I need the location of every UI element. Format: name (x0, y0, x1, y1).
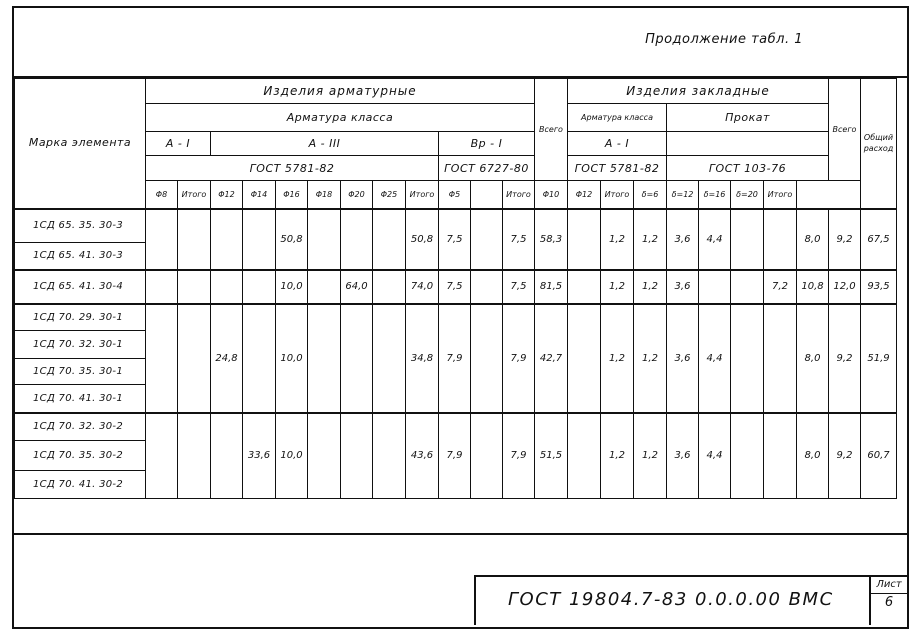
subheader-cell: Итого (601, 181, 634, 209)
value-cell (764, 209, 797, 270)
class-a1-header: A - I (146, 132, 211, 156)
subheader-cell: δ=16 (699, 181, 731, 209)
value-cell (308, 304, 341, 413)
value-cell: 12,0 (829, 270, 861, 304)
value-cell: 42,7 (535, 304, 568, 413)
element-mark: 1СД 70. 32. 30-2 (15, 413, 146, 441)
class-a1-emb-header: A - I (568, 132, 667, 156)
value-cell (146, 304, 178, 413)
value-cell: 7,9 (439, 413, 471, 499)
armature-class-header: Арматура класса (146, 104, 535, 132)
value-cell (308, 413, 341, 499)
value-cell: 4,4 (699, 209, 731, 270)
value-cell (471, 413, 503, 499)
value-cell: 7,9 (503, 304, 535, 413)
value-cell (341, 304, 373, 413)
value-cell (341, 413, 373, 499)
value-cell (373, 270, 406, 304)
value-cell (146, 270, 178, 304)
value-cell (568, 209, 601, 270)
embedded-products-header: Изделия закладные (568, 79, 829, 104)
value-cell (731, 209, 764, 270)
value-cell (146, 413, 178, 499)
subheader-cell: Φ5 (439, 181, 471, 209)
subheader-cell: Φ12 (568, 181, 601, 209)
value-cell (764, 413, 797, 499)
value-cell: 43,6 (406, 413, 439, 499)
value-cell (243, 270, 276, 304)
value-cell (373, 209, 406, 270)
value-cell: 7,5 (439, 270, 471, 304)
value-cell (146, 209, 178, 270)
element-mark: 1СД 65. 41. 30-4 (15, 270, 146, 304)
value-cell: 81,5 (535, 270, 568, 304)
class-bp1-header: Bp - I (439, 132, 535, 156)
gost-103-header: ГОСТ 103-76 (667, 156, 829, 181)
total-header: Всего (535, 79, 568, 181)
subheader-cell: Φ8 (146, 181, 178, 209)
value-cell (568, 270, 601, 304)
subheader-cell: Φ25 (373, 181, 406, 209)
subheader-cell: Φ20 (341, 181, 373, 209)
table-row (15, 209, 897, 243)
title-block (474, 575, 907, 625)
value-cell: 3,6 (667, 270, 699, 304)
value-cell (731, 413, 764, 499)
value-cell: 7,5 (503, 270, 535, 304)
value-cell: 1,2 (601, 270, 634, 304)
value-cell: 1,2 (601, 209, 634, 270)
table-row (15, 304, 897, 331)
armature-products-header: Изделия арматурные (146, 79, 535, 104)
value-cell (178, 270, 211, 304)
value-cell (471, 270, 503, 304)
value-cell: 9,2 (829, 413, 861, 499)
subheader-cell: Итого (406, 181, 439, 209)
mark-header: Марка элемента (15, 79, 146, 209)
total-emb-header: Всего (829, 79, 861, 181)
subheader-cell: δ=12 (667, 181, 699, 209)
grand-total-header: Общий расход (861, 79, 897, 209)
value-cell: 1,2 (634, 304, 667, 413)
value-cell (178, 304, 211, 413)
value-cell: 1,2 (601, 413, 634, 499)
sheet-number: 6 (884, 595, 894, 610)
value-cell: 51,9 (861, 304, 897, 413)
value-cell (373, 304, 406, 413)
value-cell: 58,3 (535, 209, 568, 270)
value-cell (731, 270, 764, 304)
value-cell: 8,0 (797, 209, 829, 270)
value-cell: 67,5 (861, 209, 897, 270)
table-caption: Продолжение табл. 1 (645, 32, 803, 47)
value-cell (211, 270, 243, 304)
value-cell: 7,2 (764, 270, 797, 304)
value-cell (243, 304, 276, 413)
subheader-cell: Φ18 (308, 181, 341, 209)
table-row (15, 270, 897, 304)
value-cell: 24,8 (211, 304, 243, 413)
value-cell (699, 270, 731, 304)
value-cell: 64,0 (341, 270, 373, 304)
element-mark: 1СД 65. 35. 30-3 (15, 209, 146, 243)
sheet-label: Лист (871, 577, 907, 594)
value-cell (731, 304, 764, 413)
value-cell: 1,2 (601, 304, 634, 413)
value-cell: 9,2 (829, 209, 861, 270)
value-cell: 34,8 (406, 304, 439, 413)
value-cell: 3,6 (667, 304, 699, 413)
value-cell: 3,6 (667, 413, 699, 499)
armature-class-emb-header: Арматура класса (568, 104, 667, 132)
subheader-cell (471, 181, 503, 209)
value-cell (471, 304, 503, 413)
subheader-cell: Итого (764, 181, 797, 209)
value-cell: 10,8 (797, 270, 829, 304)
value-cell: 3,6 (667, 209, 699, 270)
document-code: ГОСТ 19804.7-83 0.0.0.00 ВМС (508, 589, 834, 610)
value-cell: 10,0 (276, 304, 308, 413)
value-cell: 4,4 (699, 413, 731, 499)
value-cell (243, 209, 276, 270)
table-row (15, 413, 897, 441)
subheader-cell: Φ10 (535, 181, 568, 209)
value-cell (568, 304, 601, 413)
element-mark: 1СД 65. 41. 30-3 (15, 243, 146, 270)
value-cell (211, 209, 243, 270)
value-cell (211, 413, 243, 499)
gost-5781-header: ГОСТ 5781-82 (146, 156, 439, 181)
subheader-cell: Итого (503, 181, 535, 209)
subheader-cell: δ=20 (731, 181, 764, 209)
value-cell (308, 209, 341, 270)
rolled-blank (667, 132, 829, 156)
subheader-cell: Φ16 (276, 181, 308, 209)
class-a3-header: A - III (211, 132, 439, 156)
element-mark: 1СД 70. 41. 30-2 (15, 471, 146, 499)
subheader-cell: δ=6 (634, 181, 667, 209)
rolled-header: Прокат (667, 104, 829, 132)
value-cell (471, 209, 503, 270)
gost-5781-emb-header: ГОСТ 5781-82 (568, 156, 667, 181)
element-mark: 1СД 70. 35. 30-2 (15, 441, 146, 471)
bottom-rule (12, 533, 909, 535)
value-cell: 8,0 (797, 413, 829, 499)
value-cell: 4,4 (699, 304, 731, 413)
value-cell: 10,0 (276, 270, 308, 304)
value-cell: 8,0 (797, 304, 829, 413)
value-cell (373, 413, 406, 499)
spec-table (14, 78, 897, 499)
value-cell: 50,8 (406, 209, 439, 270)
element-mark: 1СД 70. 29. 30-1 (15, 304, 146, 331)
value-cell: 7,5 (503, 209, 535, 270)
value-cell: 33,6 (243, 413, 276, 499)
value-cell: 7,5 (439, 209, 471, 270)
value-cell: 50,8 (276, 209, 308, 270)
value-cell: 1,2 (634, 209, 667, 270)
element-mark: 1СД 70. 32. 30-1 (15, 331, 146, 359)
value-cell: 9,2 (829, 304, 861, 413)
subheader-cell: Итого (178, 181, 211, 209)
value-cell (178, 209, 211, 270)
value-cell (764, 304, 797, 413)
subheader-cell: Φ12 (211, 181, 243, 209)
value-cell: 74,0 (406, 270, 439, 304)
element-mark: 1СД 70. 35. 30-1 (15, 359, 146, 385)
value-cell: 1,2 (634, 270, 667, 304)
value-cell: 10,0 (276, 413, 308, 499)
value-cell: 1,2 (634, 413, 667, 499)
value-cell (178, 413, 211, 499)
subheader-cell: Φ14 (243, 181, 276, 209)
value-cell: 51,5 (535, 413, 568, 499)
element-mark: 1СД 70. 41. 30-1 (15, 385, 146, 413)
value-cell (568, 413, 601, 499)
gost-6727-header: ГОСТ 6727-80 (439, 156, 535, 181)
value-cell: 93,5 (861, 270, 897, 304)
value-cell: 60,7 (861, 413, 897, 499)
value-cell: 7,9 (503, 413, 535, 499)
sheet-box (869, 577, 907, 625)
value-cell (308, 270, 341, 304)
value-cell: 7,9 (439, 304, 471, 413)
value-cell (341, 209, 373, 270)
